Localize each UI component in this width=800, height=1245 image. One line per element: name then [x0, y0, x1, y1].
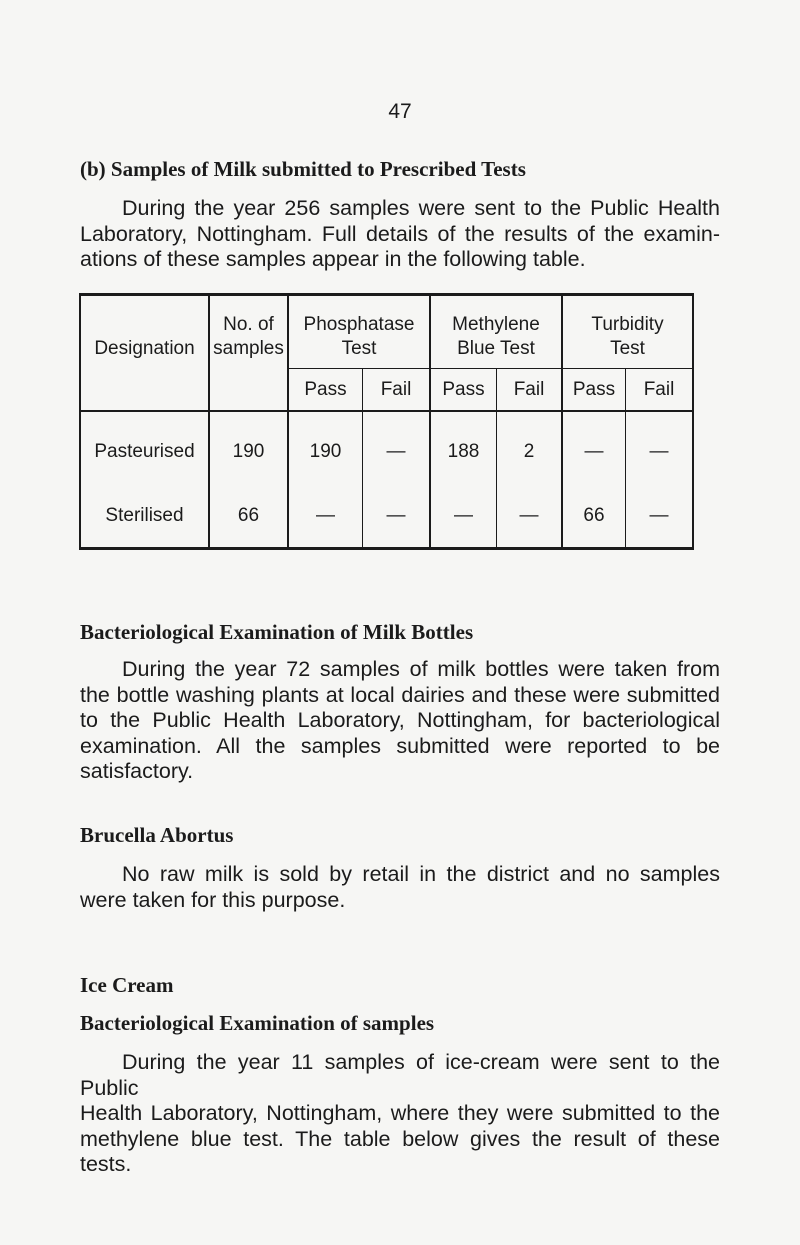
- header-designation: Designation: [94, 338, 195, 359]
- cell-turb-fail: —: [649, 441, 669, 462]
- para-line: During the year 72 samples of milk bottles were taken from: [122, 657, 720, 681]
- cell-meth-fail: 2: [523, 441, 535, 462]
- cell-turb-pass: 66: [583, 505, 605, 526]
- para-line: No raw milk is sold by retail in the district and no samples: [122, 862, 720, 886]
- bottles-heading: Bacteriological Examination of Milk Bottles: [80, 620, 474, 644]
- cell-phos-fail: —: [386, 505, 406, 526]
- header-phosphatase: [289, 313, 429, 361]
- cell-turb-fail: —: [649, 505, 669, 526]
- header-phosphatase-line: Test: [341, 338, 377, 359]
- brucella-paragraph: [80, 862, 720, 913]
- table-border-bottom: [79, 547, 694, 550]
- ice-cream-subheading: Bacteriological Examination of samples: [80, 1011, 435, 1035]
- cell-phos-pass: —: [316, 505, 335, 526]
- header-meth-fail: Fail: [513, 379, 545, 400]
- table-header-rule: [79, 410, 694, 412]
- table-header-rule: [287, 368, 694, 369]
- para-line: were taken for this purpose.: [80, 887, 346, 912]
- cell-designation: Sterilised: [105, 505, 184, 526]
- para-line: During the year 11 samples of ice-cream were sent to the Public: [80, 1050, 720, 1100]
- header-turbidity-line: Turbidity: [591, 314, 664, 335]
- cell-meth-pass: 188: [447, 441, 480, 462]
- header-phosphatase-line: Phosphatase: [303, 314, 415, 335]
- cell-meth-pass: —: [454, 505, 473, 526]
- cell-samples: 66: [237, 505, 260, 526]
- section-b-paragraph: [80, 196, 720, 273]
- header-meth-pass: Pass: [442, 379, 485, 400]
- header-samples-line: No. of: [223, 314, 274, 335]
- header-phos-pass: Pass: [304, 379, 347, 400]
- para-line: to the Public Health Laboratory, Nottingham, for bacteriological: [80, 708, 720, 732]
- para-line: examination. All the samples submitted were reported to be: [80, 733, 720, 758]
- table-border-top: [79, 293, 694, 296]
- cell-samples: 190: [232, 441, 265, 462]
- header-phos-fail: Fail: [380, 379, 412, 400]
- para-line: satisfactory.: [80, 759, 194, 783]
- header-turb-pass: Pass: [572, 379, 616, 400]
- header-samples: [210, 313, 287, 361]
- milk-tests-table: [79, 293, 694, 550]
- ice-cream-heading: Ice Cream: [80, 973, 174, 997]
- header-samples-line: samples: [213, 338, 284, 359]
- header-methylene: [431, 313, 561, 361]
- para-line: During the year 256 samples were sent to the Public Health: [122, 196, 720, 220]
- para-line: the bottle washing plants at local dairies and these were submitted: [80, 682, 720, 707]
- cell-turb-pass: —: [584, 441, 604, 462]
- section-b-heading: (b) Samples of Milk submitted to Prescribed Tests: [80, 157, 526, 181]
- para-line: ations of these samples appear in the following table.: [80, 247, 586, 271]
- page-number: 47: [388, 100, 412, 123]
- ice-cream-paragraph: [80, 1050, 720, 1178]
- para-line: Laboratory, Nottingham. Full details of the results of the examin-: [80, 221, 720, 246]
- para-line: methylene blue test. The table below gives the result of these tests.: [80, 1126, 720, 1176]
- cell-phos-fail: —: [386, 441, 406, 462]
- para-line: Health Laboratory, Nottingham, where they were submitted to the: [80, 1101, 720, 1125]
- header-turbidity-line: Test: [610, 338, 645, 359]
- bottles-paragraph: [80, 657, 720, 785]
- table-border-right: [692, 293, 694, 550]
- brucella-heading: Brucella Abortus: [80, 823, 234, 847]
- cell-designation: Pasteurised: [94, 441, 195, 462]
- header-methylene-line: Methylene: [452, 314, 540, 335]
- header-turbidity: [563, 313, 692, 361]
- header-methylene-line: Blue Test: [457, 338, 535, 359]
- cell-phos-pass: 190: [309, 441, 342, 462]
- header-turb-fail: Fail: [643, 379, 675, 400]
- cell-meth-fail: —: [519, 505, 539, 526]
